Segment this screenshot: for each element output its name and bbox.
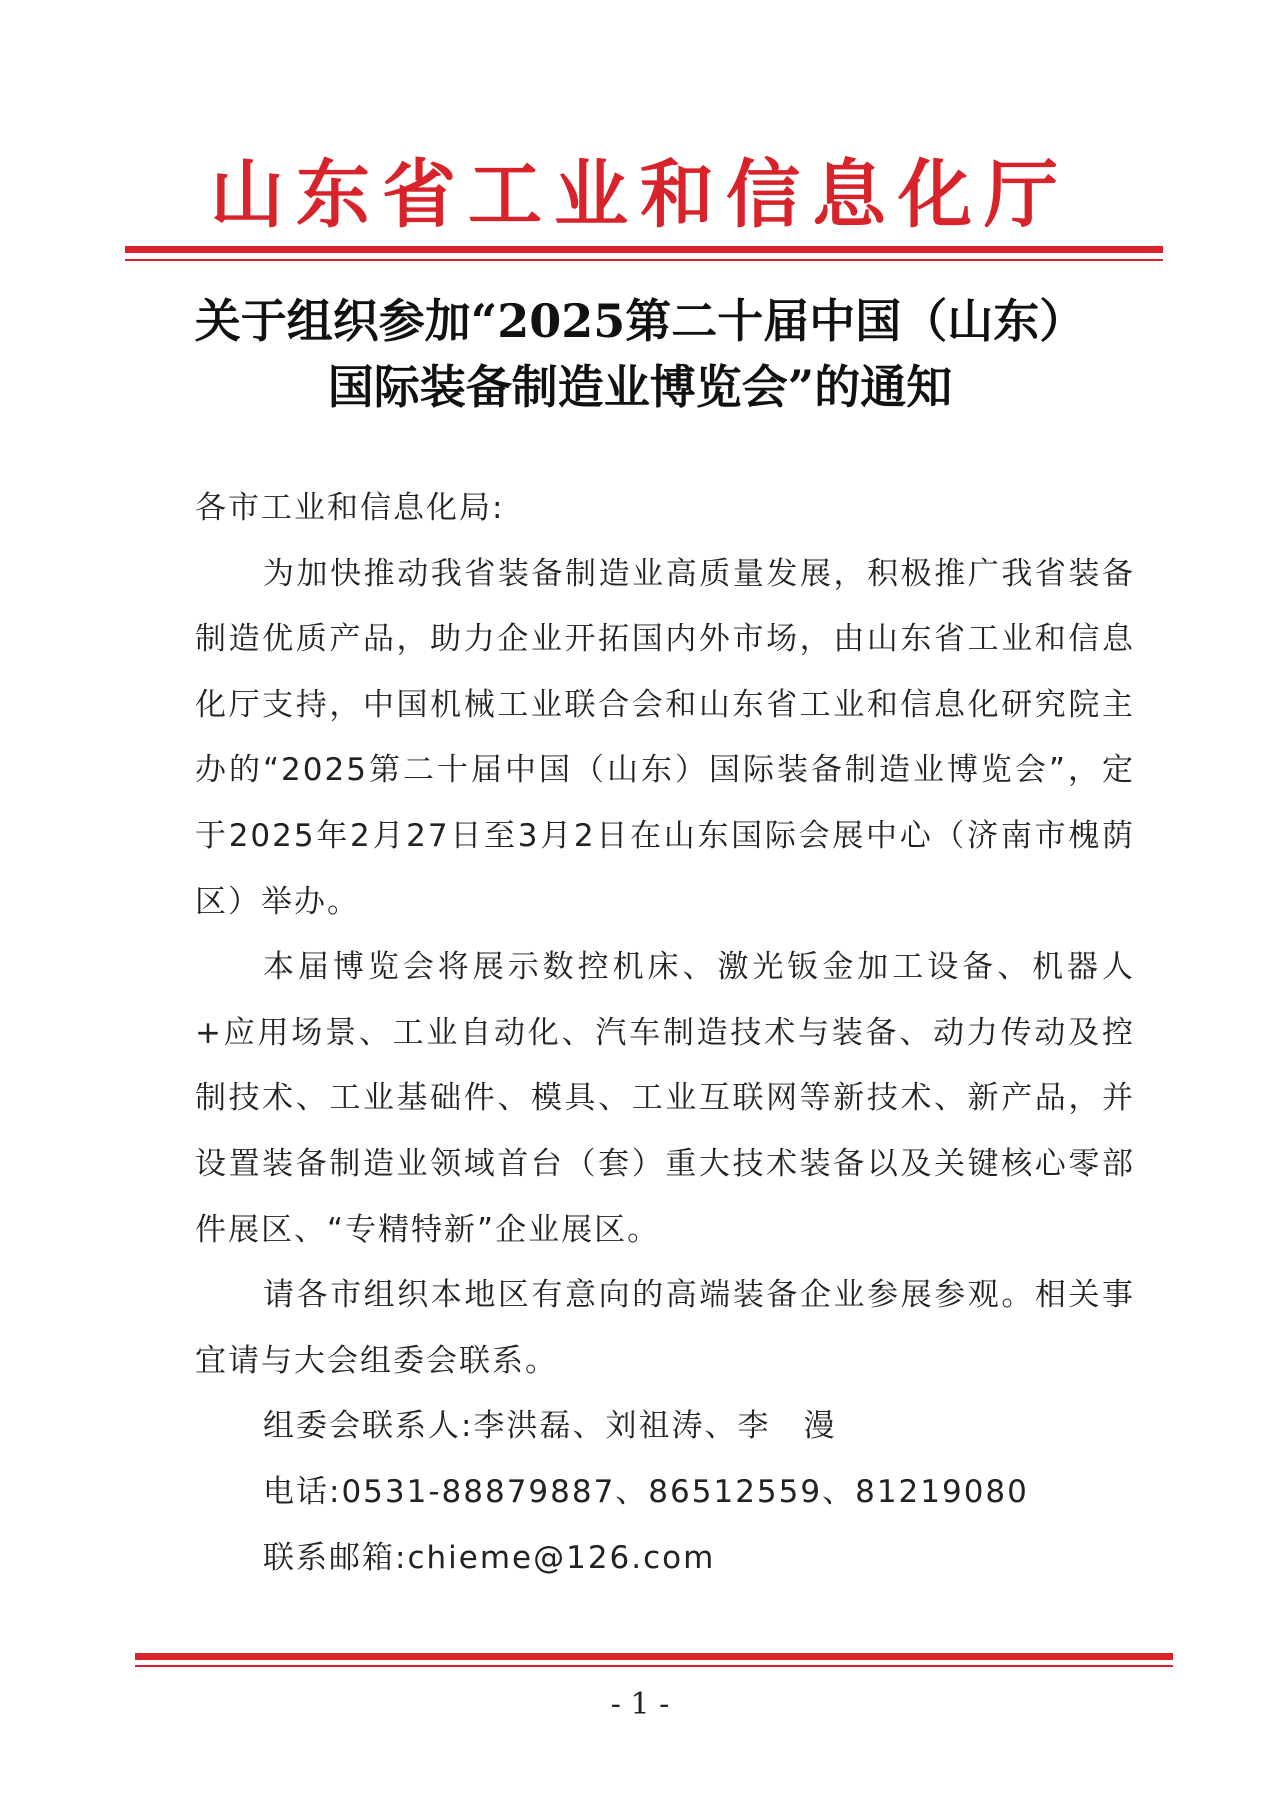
- footer-rule-thick: [135, 1653, 1173, 1660]
- issuing-agency-header: 山东省工业和信息化厅: [210, 152, 1070, 238]
- body-paragraph: 本届博览会将展示数控机床、激光钣金加工设备、机器人+应用场景、工业自动化、汽车制造技术与装备、动力传动及控制技术、工业基础件、模具、工业互联网等新技术、新产品，并设置装备制造业领域首台（套）重大技术装备以及关键核心零部件展区、“专精特新”企业展区。: [195, 949, 1135, 1248]
- footer-rule-thin: [135, 1665, 1173, 1667]
- contact-phone: 电话:0531-88879887、86512559、81219080: [263, 1473, 1029, 1510]
- body-paragraph: 为加快推动我省装备制造业高质量发展，积极推广我省装备制造优质产品，助力企业开拓国内外市场，由山东省工业和信息化厅支持，中国机械工业联合会和山东省工业和信息化研究院主办的“2025第二十届中国（山东）国际装备制造业博览会”，定于2025年2月27日至3月2日在山东国际会展中心（济南市槐荫区）举办。: [195, 555, 1135, 920]
- header-rule-thin: [125, 259, 1163, 261]
- contact-email: 联系邮箱:chieme@126.com: [263, 1539, 716, 1576]
- document-body: [195, 476, 1135, 1591]
- document-title: [150, 288, 1130, 420]
- contact-people: 组委会联系人:李洪磊、刘祖涛、李 漫: [263, 1408, 837, 1445]
- header-rule-thick: [125, 246, 1163, 253]
- document-title-line-1: 关于组织参加“2025第二十届中国（山东）: [194, 294, 1086, 348]
- body-paragraph: 请各市组织本地区有意向的高端装备企业参展参观。相关事宜请与大会组委会联系。: [195, 1277, 1135, 1379]
- document-title-line-2: 国际装备制造业博览会”的通知: [327, 360, 953, 414]
- page-number: - 1 -: [610, 1687, 670, 1722]
- salutation: 各市工业和信息化局:: [195, 490, 505, 526]
